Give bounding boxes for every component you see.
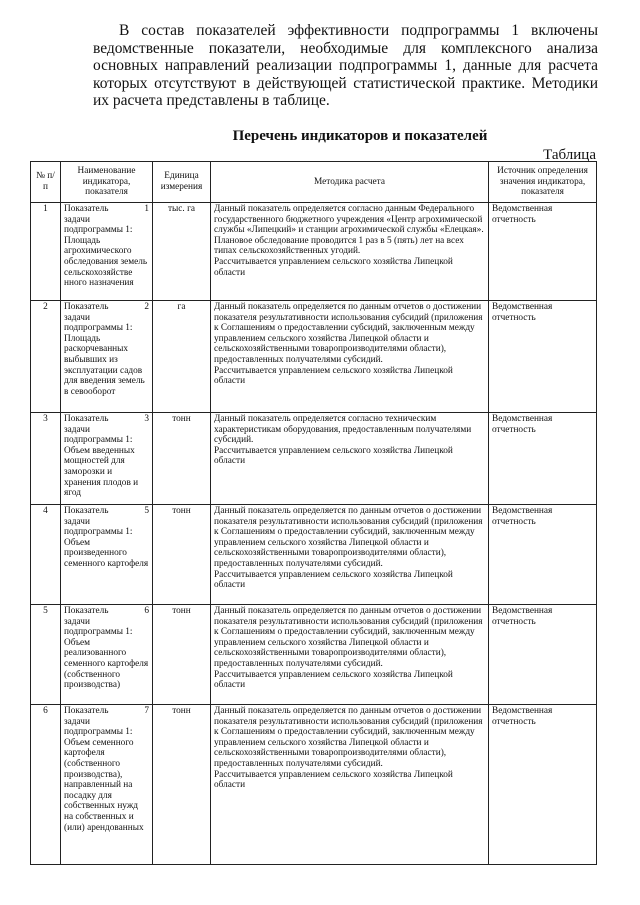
indicator-description: задачи подпрограммы 1: Объем введенных мощностей для заморозки и хранения плодов и ягод [64,424,139,499]
indicator-name [61,203,153,301]
calculation-method [211,203,489,301]
header-num: № п/п [31,162,61,203]
indicator-description: задачи подпрограммы 1: Объем реализованного семенного картофеля (собственного производства) [64,616,149,691]
indicator-number: 1 [144,204,149,214]
calculation-method [211,705,489,865]
indicator-name [61,301,153,413]
unit-of-measure: тыс. га [153,203,211,301]
indicator-head: Показатель [64,506,109,516]
row-number: 2 [31,301,61,413]
row-number: 3 [31,413,61,505]
unit-of-measure: тонн [153,605,211,705]
unit-of-measure: тонн [153,413,211,505]
header-source: Источник определения значения индикатора, показателя [489,162,597,203]
method-paragraph: Рассчитывается управлением сельского хозяйства Липецкой области [214,445,453,467]
header-unit: Единица измерения [153,162,211,203]
method-paragraph: Рассчитывается управлением сельского хозяйства Липецкой области [214,365,453,387]
table-row [31,203,597,301]
indicator-number: 6 [144,606,149,616]
row-number: 4 [31,505,61,605]
unit-of-measure: тонн [153,705,211,865]
header-name: Наименование индикатора, показателя [61,162,153,203]
table-row [31,505,597,605]
method-paragraph: Данный показатель определяется по данным отчетов о достижении показателя результативности использования субсидий (приложения к Соглашениям о предоставлении субсидий, заключенным между управлением сельского хозяйства Липецкой области и сельскохозяйственными товаропроизводителями области), предоставленных получателями субсидий. [214,302,483,365]
indicator-description: задачи подпрограммы 1: Площадь агрохимического обследования земель сельскохозяйстве нного назначения [64,214,148,289]
data-source: Ведомственная отчетность [489,605,597,705]
method-paragraph: Данный показатель определяется по данным отчетов о достижении показателя результативности использования субсидий (приложения к Соглашениям о предоставлении субсидий, заключенным между управлением сельского хозяйства Липецкой области и сельскохозяйственными товаропроизводителями области), предоставленных получателями субсидий. [214,506,483,569]
calculation-method [211,505,489,605]
unit-of-measure: тонн [153,505,211,605]
table-row [31,705,597,865]
data-source: Ведомственная отчетность [489,203,597,301]
table-row [31,605,597,705]
indicator-number: 3 [144,414,149,424]
method-paragraph: Данный показатель определяется по данным отчетов о достижении показателя результативности использования субсидий (приложения к Соглашениям о предоставлении субсидий, заключенным между управлением сельского хозяйства Липецкой области и сельскохозяйственными товаропроизводителями области), предоставленных получателями субсидий. [214,606,483,669]
method-paragraph: Данный показатель определяется по данным отчетов о достижении показателя результативности использования субсидий (приложения к Соглашениям о предоставлении субсидий, заключенным между управлением сельского хозяйства Липецкой области и сельскохозяйственными товаропроизводителями области), предоставленных получателями субсидий. [214,706,483,769]
indicators-table [30,161,597,865]
indicator-head: Показатель [64,706,109,716]
indicator-head: Показатель [64,204,109,214]
method-paragraph: Плановое обследование проводится 1 раз в 5 (пять) лет на всех типах сельскохозяйственных угодий. [214,235,464,257]
calculation-method [211,301,489,413]
row-number: 1 [31,203,61,301]
header-method: Методика расчета [211,162,489,203]
indicator-description: задачи подпрограммы 1: Объем произведенного семенного картофеля [64,516,149,569]
table-body [31,203,597,865]
indicator-name [61,505,153,605]
indicator-head: Показатель [64,414,109,424]
unit-of-measure: га [153,301,211,413]
table-title: Перечень индикаторов и показателей [232,128,488,144]
data-source: Ведомственная отчетность [489,413,597,505]
table-row [31,413,597,505]
row-number: 6 [31,705,61,865]
indicator-number: 7 [144,706,149,716]
method-paragraph: Данный показатель определяется согласно данным Федерального государственного бюджетного учреждения «Центр агрохимической службы «Липецкий» и станции агрохимической службы «Елецкая». [214,204,484,236]
indicator-head: Показатель [64,606,109,616]
indicator-number: 5 [144,506,149,516]
method-paragraph: Рассчитывается управлением сельского хозяйства Липецкой области [214,569,453,591]
intro-paragraph: В состав показателей эффективности подпрограммы 1 включены ведомственные показатели, необходимые для комплексного анализа основных направлений реализации подпрограммы 1, данные для расчета которых отсутствуют в действующей статистической практике. Методики их расчета представлены в таблице. [93,22,598,110]
indicator-description: задачи подпрограммы 1: Объем семенного картофеля (собственного производства), направленный на посадку для собственных нужд на собственных и (или) арендованных [64,716,144,833]
data-source: Ведомственная отчетность [489,505,597,605]
table-label: Таблица [543,147,596,163]
indicator-name [61,413,153,505]
table-row [31,301,597,413]
data-source: Ведомственная отчетность [489,705,597,865]
row-number: 5 [31,605,61,705]
data-source: Ведомственная отчетность [489,301,597,413]
method-paragraph: Рассчитывается управлением сельского хозяйства Липецкой области [214,256,453,278]
method-paragraph: Рассчитывается управлением сельского хозяйства Липецкой области [214,669,453,691]
indicator-number: 2 [144,302,149,312]
calculation-method [211,605,489,705]
calculation-method [211,413,489,505]
method-paragraph: Рассчитывается управлением сельского хозяйства Липецкой области [214,769,453,791]
indicator-name [61,605,153,705]
indicator-description: задачи подпрограммы 1: Площадь раскорчеванных выбывших из эксплуатации садов для введения земель в севооборот [64,312,145,397]
indicator-head: Показатель [64,302,109,312]
table-header-row [31,162,597,203]
indicator-name [61,705,153,865]
method-paragraph: Данный показатель определяется согласно техническим характеристикам оборудования, предоставленным получателями субсидий. [214,414,472,446]
